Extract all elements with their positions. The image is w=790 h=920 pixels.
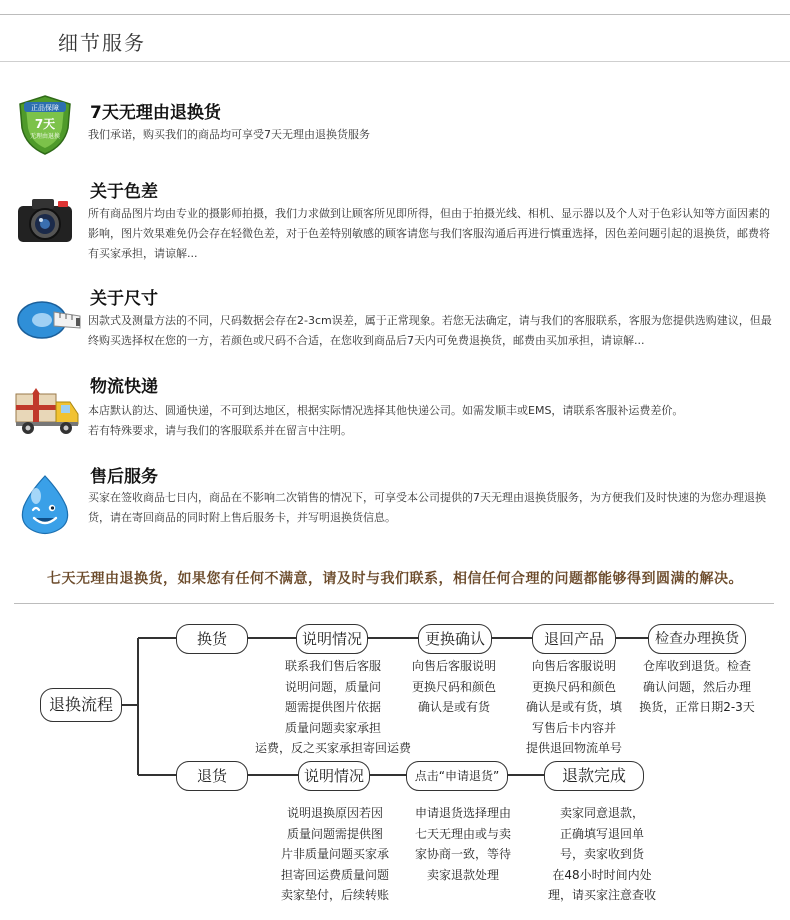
flow-exchange-note-3: 向售后客服说明 更换尺码和颜色 确认是或有货，填 写售后卡内容并 提供退回物流单号 [525,659,622,755]
shield-text-mid: 7天 [34,117,56,131]
flow-exchange-step-2: 更换确认 [418,624,492,654]
service-desc: 本店默认韵达、圆通快递，不可到达地区，根据实际情况选择其他快递公司。如需发顺丰或EMS，请联系客服补运费差价。 若有特殊要求，请与我们的客服联系并在留言中注明。 [88,404,684,437]
shield-text-bottom: 无理由退换 [29,133,61,140]
service-desc: 因款式及测量方法的不同，尺码数据会存在2-3cm误差，属于正常现象。若您无法确定，请与我们的客服联系，客服为您提供选购建议，但最终购买选择权在您的一方，若颜色或尺码不合适，在您收到商品后7天内可免费退换货，邮费由买加承担，请谅解... [88,314,772,347]
service-desc: 我们承诺，购买我们的商品均可享受7天无理由退换货服务 [88,128,370,141]
flow-exchange-note-2: 向售后客服说明 更换尺码和颜色 确认是或有货 [411,659,496,714]
flow-refund-step-2: 点击“申请退货” [406,761,508,791]
flow-refund-note-3: 卖家同意退款， 正确填写退回单 号，卖家收到货 在48小时时间内处 理，请买家注意查收 [547,806,656,902]
flow-exchange-note-4: 仓库收到退货。检查 确认问题，然后办理 换货，正常日期2-3天 [639,659,755,714]
flow-exchange-step-3: 退回产品 [532,624,616,654]
flow-root-node: 退换流程 [40,688,122,722]
service-title: 7天无理由退换货 [90,103,221,123]
slogan-banner: 七天无理由退换货，如果您有任何不满意，请及时与我们联系，相信任何合理的问题都能够得到圆满的解决。 [47,571,743,587]
service-desc: 所有商品图片均由专业的摄影师拍摄，我们力求做到让顾客所见即所得，但由于拍摄光线、相机、显示器以及个人对于色彩认知等方面因素的影响，图片效果难免仍会存在轻微色差，对于色差特别敏感的顾客请您与我们客服沟通后再进行慎重选择，因色差问题引起的退换货，邮费将有买家承担，请谅解... [88,207,770,260]
flow-exchange-step-1: 说明情况 [296,624,368,654]
flow-refund-note-2: 申请退货选择理由 七天无理由或与卖 家协商一致，等待 卖家退款处理 [414,806,511,882]
service-title: 关于色差 [90,182,158,202]
flow-refund-step-3: 退款完成 [544,761,644,791]
flow-refund-step-1: 说明情况 [298,761,370,791]
flow-exchange-step-4: 检查办理换货 [648,624,746,654]
flow-refund-note-1: 说明退换原因若因 质量问题需提供图 片非质量问题买家承 担寄回运费质量问题 卖家垫付，后续转账 [280,806,389,902]
section-title: 细节服务 [58,31,146,55]
service-title: 关于尺寸 [90,289,158,309]
flow-exchange-note-1: 联系我们售后客服 说明问题，质量问 题需提供图片依据 质量问题卖家承担 运费，反之买家承担寄回运费 [254,659,411,755]
flow-refund-node: 退货 [176,761,248,791]
service-title: 物流快递 [90,377,158,397]
service-title: 售后服务 [90,467,158,487]
flow-exchange-node: 换货 [176,624,248,654]
shield-text-top: 正品保障 [31,104,59,112]
service-desc: 买家在签收商品七日内，商品在不影响二次销售的情况下，可享受本公司提供的7天无理由退换货服务，为方便我们及时快速的为您办理退换货，请在寄回商品的同时附上售后服务卡，并写明退换货信息。 [88,491,766,524]
